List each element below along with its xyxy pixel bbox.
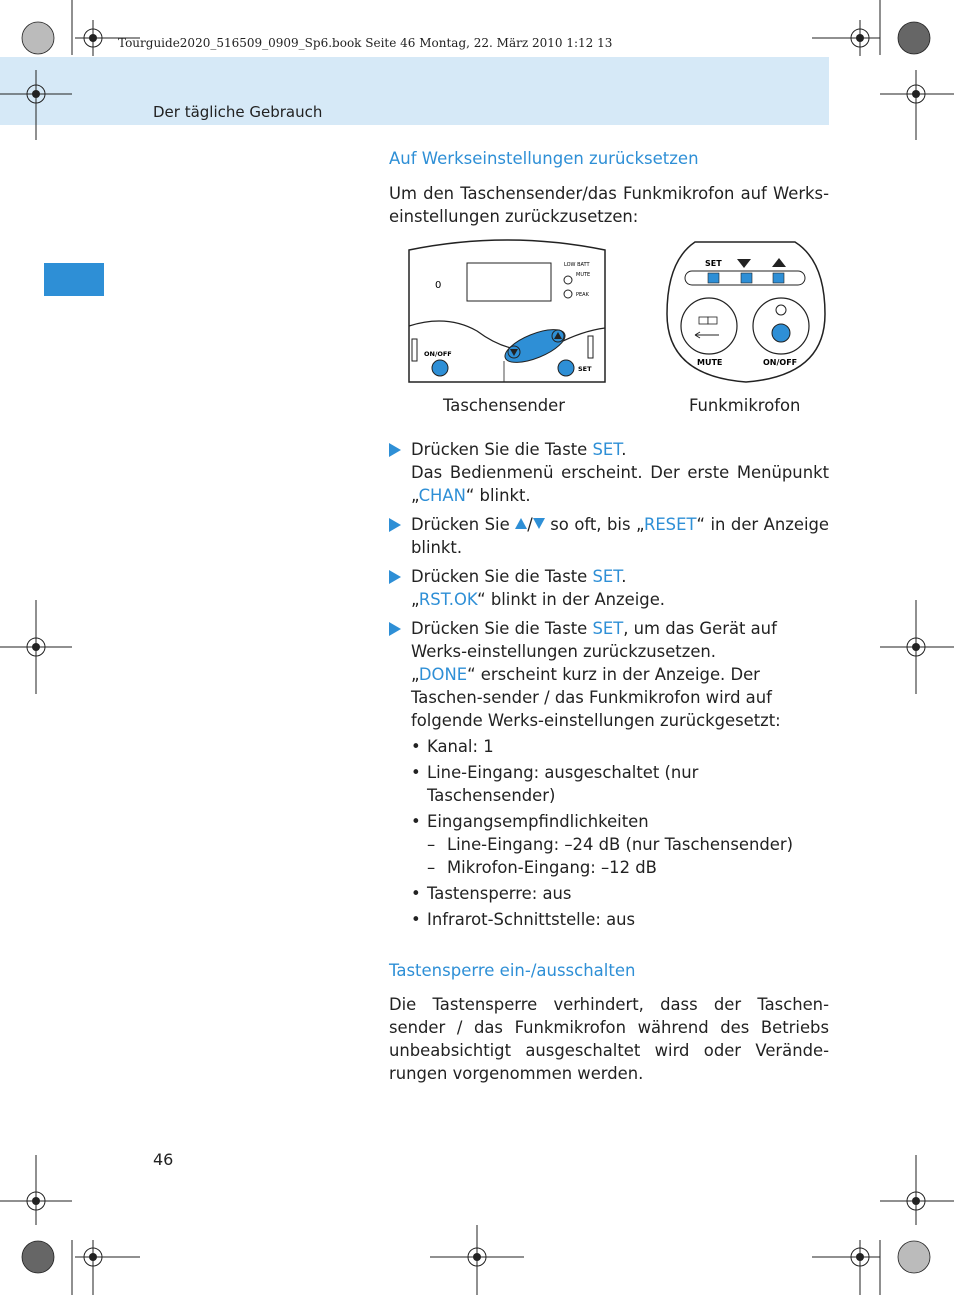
- peak-indicator-label: PEAK: [576, 292, 589, 298]
- page-number: 46: [153, 1150, 174, 1169]
- svg-text:0: 0: [435, 280, 442, 291]
- mic-set-label: SET: [705, 259, 722, 268]
- sub-list-item: – Line-Eingang: –24 dB (nur Taschensender): [427, 835, 793, 854]
- set-label: SET: [578, 365, 592, 373]
- device-figure: [389, 236, 829, 432]
- step-2: Drücken Sie / so oft, bis „RESET“ in der Anzeige blinkt.: [389, 513, 829, 559]
- step-1: Drücken Sie die Taste SET. Das Bedienmenü erscheint. Der erste Menüpunkt „CHAN“ blinkt.: [389, 438, 829, 507]
- up-arrow-icon: [515, 518, 527, 529]
- step-arrow-icon: [389, 570, 401, 584]
- step-arrow-icon: [389, 518, 401, 532]
- mute-indicator-label: MUTE: [576, 272, 591, 278]
- book-meta: Tourguide2020_516509_0909_Sp6.book Seite 46 Montag, 22. März 2010 1:12 13: [118, 36, 613, 50]
- defaults-list: [389, 735, 829, 931]
- keylock-text: Die Tastensperre verhindert, dass der Taschen-sender / das Funkmikrofon während des Betriebs unbeabsichtigt ausgeschaltet wird oder Verände-rungen vorgenommen werden.: [389, 995, 829, 1083]
- step-arrow-icon: [389, 622, 401, 636]
- intro-text: Um den Taschensender/das Funkmikrofon auf Werks-einstellungen zurückzusetzen:: [389, 184, 829, 226]
- low-batt-label: LOW BATT: [564, 262, 590, 268]
- microphone-caption: Funkmikrofon: [689, 396, 801, 415]
- section-title-reset: Auf Werkseinstellungen zurücksetzen: [389, 149, 699, 168]
- list-item: • Infrarot-Schnittstelle: aus: [427, 908, 829, 931]
- list-item: • Tastensperre: aus: [427, 882, 829, 905]
- chapter-title: Der tägliche Gebrauch: [153, 103, 323, 121]
- on-off-label: ON/OFF: [424, 350, 452, 358]
- mic-on-off-label: ON/OFF: [763, 358, 798, 367]
- microphone-illustration: [665, 236, 827, 386]
- step-3: Drücken Sie die Taste SET. „RST.OK“ blinkt in der Anzeige.: [389, 565, 829, 611]
- mic-mute-label: MUTE: [697, 358, 723, 367]
- transmitter-caption: Taschensender: [443, 396, 565, 415]
- section-title-keylock: Tastensperre ein-/ausschalten: [389, 961, 636, 980]
- list-item: • Eingangsempfindlichkeiten – Line-Eingang: –24 dB (nur Taschensender) – Mikrofon-Eingang: –12 dB: [427, 810, 829, 879]
- step-4: Drücken Sie die Taste SET, um das Gerät auf Werks-einstellungen zurückzusetzen. „DONE“ erscheint kurz in der Anzeige. Der Taschen-sender / das Funkmikrofon wird auf folgende Werks-einstellungen zurückgesetzt:: [389, 617, 829, 732]
- main-content: [389, 146, 829, 1085]
- transmitter-illustration: [407, 236, 612, 386]
- list-item: • Kanal: 1: [427, 735, 829, 758]
- down-arrow-icon: [533, 518, 545, 529]
- step-arrow-icon: [389, 443, 401, 457]
- list-item: • Line-Eingang: ausgeschaltet (nur Taschensender): [427, 761, 829, 807]
- sub-list-item: – Mikrofon-Eingang: –12 dB: [427, 858, 657, 877]
